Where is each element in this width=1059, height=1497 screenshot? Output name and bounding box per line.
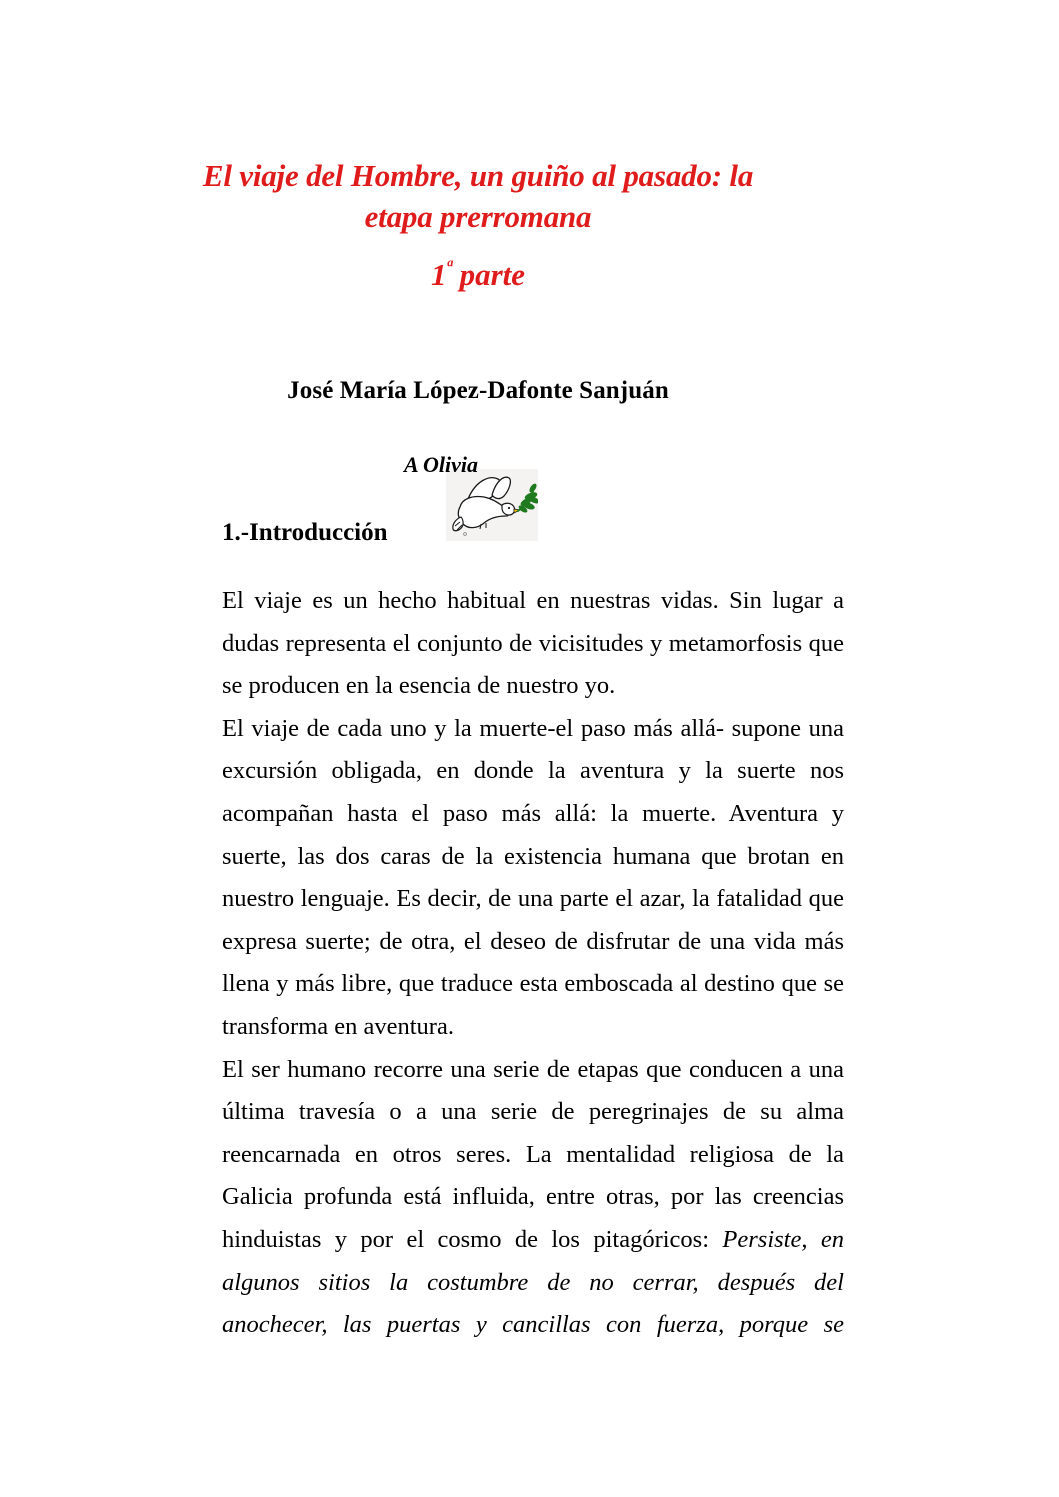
part-word: parte — [451, 257, 525, 292]
section-heading-introduccion: 1.-Introducción — [222, 519, 388, 546]
title-line-1: El viaje del Hombre, un guiño al pasado: la — [202, 158, 754, 193]
document-body — [222, 580, 844, 1389]
author-name: José María López-Dafonte Sanjuán — [287, 377, 669, 404]
title-line-2: etapa prerromana — [364, 199, 592, 234]
dove-with-olive-branch-icon — [446, 469, 538, 541]
paragraph-3 — [222, 1049, 844, 1390]
paragraph-2: El viaje de cada uno y la muerte-el paso más allá- supone una excursión obligada, en donde la aventura y la suerte nos acompañan hasta el paso más allá: la muerte. Aventura y suerte, las dos caras de la existencia humana que brotan en nuestro lenguaje. Es decir, de una parte el azar, la fatalidad que expresa suerte; de otra, el deseo de disfrutar de una vida más llena y más libre, que traduce esta emboscada al destino que se transforma en aventura. — [222, 714, 844, 1040]
paragraph-3-lead: El ser humano recorre una serie de etapas que conducen a una última travesía o a una serie de peregrinajes de su alma reencarnada en otros seres. La mentalidad religiosa de la Galicia profunda está influida, entre otras, por las creencias hinduistas y por el cosmo de los pitagóricos: — [222, 1055, 844, 1253]
part-ordinal: ª — [446, 256, 452, 279]
dedication-text: A Olivia — [404, 452, 478, 477]
title-part-label — [178, 254, 778, 295]
document-title — [178, 155, 778, 295]
part-number: 1 — [430, 257, 447, 292]
paragraph-3-quote: Persiste, en algunos sitios la costumbre de no cerrar, después del anochecer, las puertas y cancillas con fuerza, porque se — [222, 1225, 844, 1339]
paragraph-1: El viaje es un hecho habitual en nuestras vidas. Sin lugar a dudas representa el conjunto de vicisitudes y metamorfosis que se producen en la esencia de nuestro yo. — [222, 587, 844, 700]
